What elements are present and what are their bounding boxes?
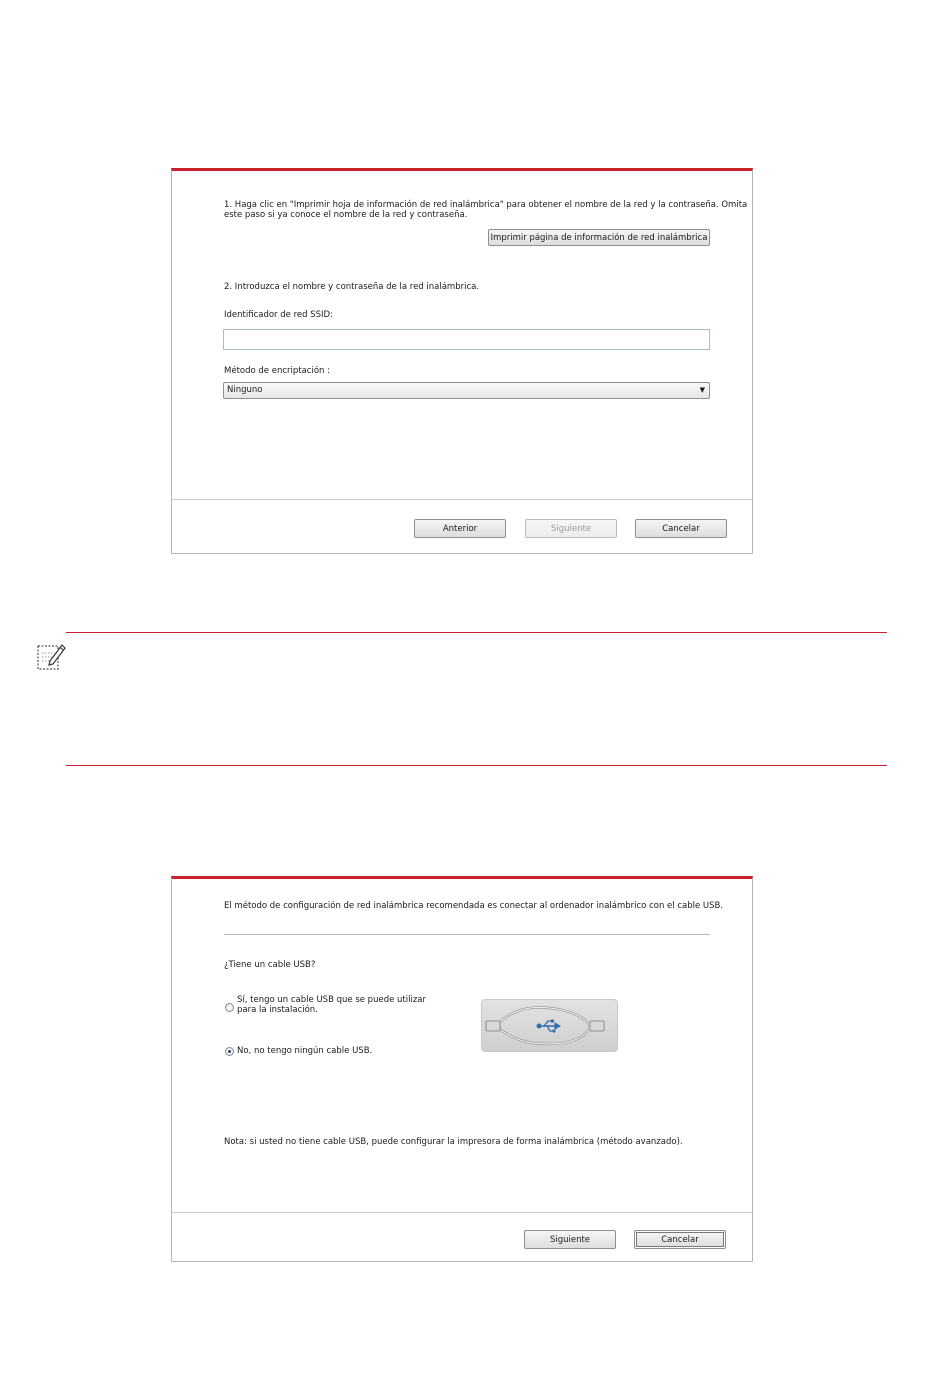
option-yes-line2: para la instalación. [237, 1005, 318, 1015]
encryption-label: Método de encriptación : [224, 366, 330, 376]
usb-cable-dialog [171, 876, 753, 1262]
footer-divider [172, 499, 752, 500]
option-yes-line1: Sí, tengo un cable USB que se puede utilizar [237, 995, 426, 1005]
radio-no-usb[interactable] [225, 1047, 234, 1056]
wireless-config-dialog [171, 168, 753, 554]
ssid-label: Identificador de red SSID: [224, 310, 333, 320]
intro-text: El método de configuración de red inalámbrica recomendada es conectar al ordenador inalámbrico con el cable USB. [224, 901, 724, 911]
usb-question: ¿Tiene un cable USB? [224, 960, 316, 970]
print-wireless-info-button[interactable]: Imprimir página de información de red inalámbrica [488, 229, 710, 246]
cancel-button[interactable]: Cancelar [635, 519, 727, 538]
radio-yes-usb[interactable] [225, 1003, 234, 1012]
footer-divider [172, 1212, 752, 1213]
note-bottom-divider [66, 765, 887, 766]
note-top-divider [66, 632, 887, 633]
chevron-down-icon: ▼ [699, 386, 705, 394]
usb-note-text: Nota: si usted no tiene cable USB, puede configurar la impresora de forma inalámbrica (método avanzado). [224, 1137, 683, 1147]
step1-text-line2: este paso si ya conoce el nombre de la red y contraseña. [224, 210, 468, 220]
section-divider [224, 934, 710, 935]
ssid-input[interactable] [223, 329, 710, 350]
next-button[interactable]: Siguiente [524, 1230, 616, 1249]
cancel-button[interactable]: Cancelar [634, 1230, 726, 1249]
option-no-label: No, no tengo ningún cable USB. [237, 1046, 373, 1056]
note-pencil-icon [36, 641, 66, 671]
back-button[interactable]: Anterior [414, 519, 506, 538]
step1-text-line1: 1. Haga clic en "Imprimir hoja de información de red inalámbrica" para obtener el nombre de la red y la contraseña. Omita [224, 200, 748, 210]
next-button[interactable]: Siguiente [525, 519, 617, 538]
encryption-selected-value: Ninguno [227, 385, 263, 395]
step2-text: 2. Introduzca el nombre y contraseña de la red inalámbrica. [224, 282, 480, 292]
usb-cable-icon [481, 999, 618, 1052]
encryption-select[interactable] [223, 382, 710, 399]
